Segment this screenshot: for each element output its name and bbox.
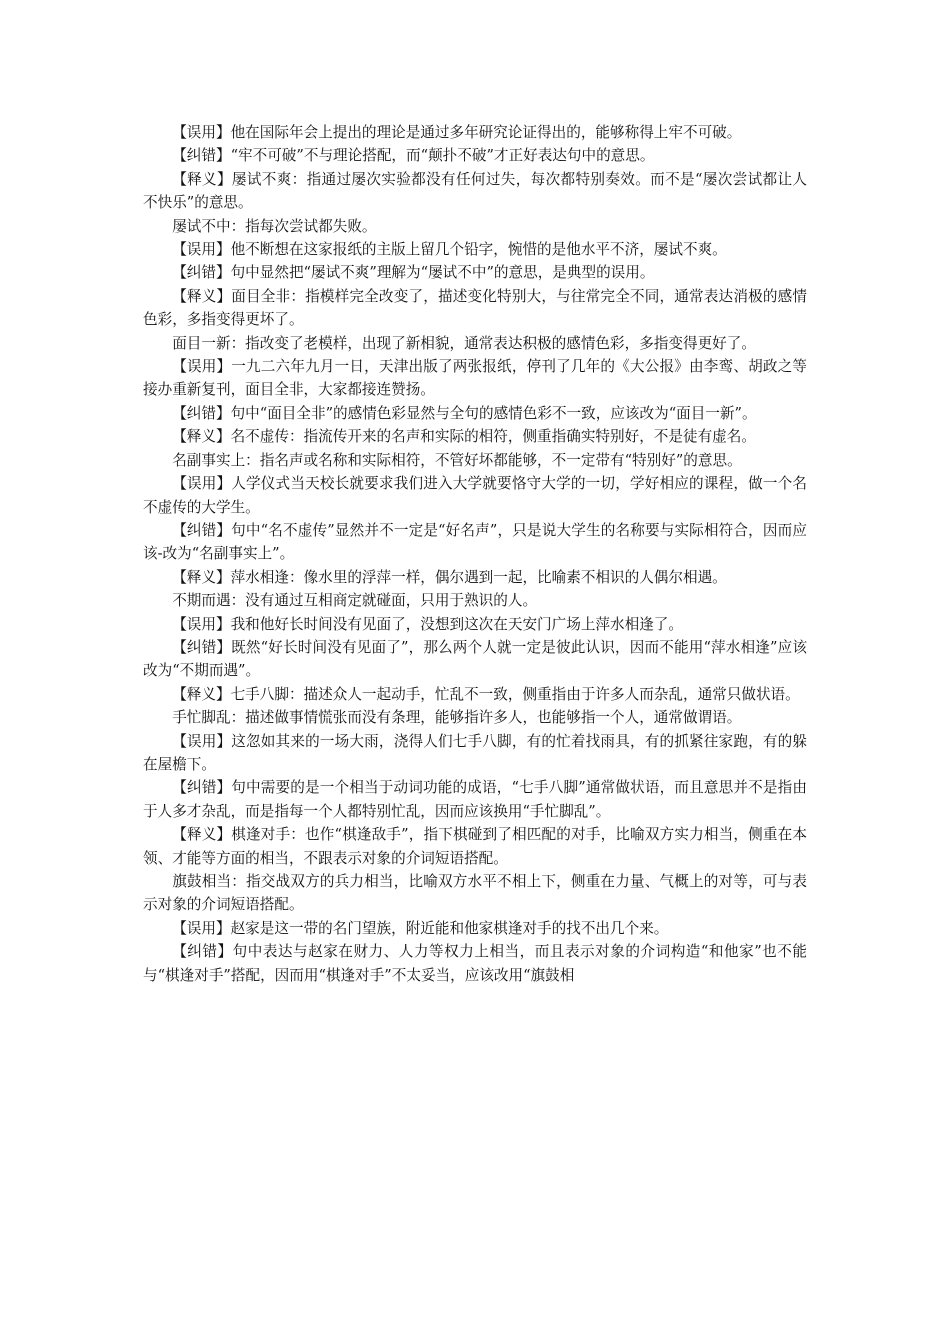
paragraph-correction: 【纠错】既然“好长时间没有见面了”，那么两个人就一定是彼此认识，因而不能用“萍水相逢”应该改为“不期而遇”。 (143, 638, 807, 680)
paragraph-correction: 【纠错】句中需要的是一个相当于动词功能的成语，“七手八脚”通常做状语，而且意思并不是指由于人多才杂乱，而是指每一个人都特别忙乱，因而应该换用“手忙脚乱”。 (143, 779, 807, 820)
paragraph-misuse: 【误用】赵家是这一带的名门望族，附近能和他家棋逢对手的找不出几个来。 (172, 919, 669, 937)
paragraph-definition-alt: 手忙脚乱：描述做事情慌张而没有条理，能够指许多人，也能够指一个人，通常做谓语。 (172, 709, 742, 727)
paragraph-correction: 【纠错】“牢不可破”不与理论搭配，而“颠扑不破”才正好表达句中的意思。 (172, 147, 655, 165)
paragraph-misuse: 【误用】他不断想在这家报纸的主版上留几个铅字，惋惜的是他水平不济，屡试不爽。 (172, 241, 727, 259)
paragraph-definition: 【释义】面目全非：指模样完全改变了，描述变化特别大，与往常完全不同，通常表达消极的感情色彩，多指变得更坏了。 (143, 287, 807, 329)
paragraph-misuse: 【误用】人学仪式当天校长就要求我们进入大学就要恪守大学的一切，学好相应的课程，做一个名不虚传的大学生。 (143, 475, 807, 516)
paragraph-correction: 【纠错】句中“名不虚传”显然并不一定是“好名声”，只是说大学生的名称要与实际相符合，因而应该-改为“名副事实上”。 (143, 521, 807, 563)
paragraph-definition: 【释义】萍水相逢：像水里的浮萍一样，偶尔遇到一起，比喻素不相识的人偶尔相遇。 (172, 568, 727, 586)
paragraph-correction: 【纠错】句中“面目全非”的感情色彩显然与全句的感情色彩不一致，应该改为“面目一新”。 (172, 404, 757, 422)
paragraph-definition-alt: 屡试不中：指每次尝试都失败。 (172, 217, 377, 235)
paragraph-definition-alt: 旗鼓相当：指交战双方的兵力相当，比喻双方水平不相上下，侧重在力量、气概上的对等，可与表示对象的介词短语搭配。 (143, 873, 807, 914)
paragraph-correction: 【纠错】句中表达与赵家在财力、人力等权力上相当，而且表示对象的介词构造“和他家”也不能与“棋逢对手”搭配，因而用“棋逢对手”不太妥当，应该改用“旗鼓相 (143, 943, 807, 984)
paragraph-definition: 【释义】屡试不爽：指通过屡次实验都没有任何过失，每次都特别奏效。而不是“屡次尝试都让人不快乐”的意思。 (143, 170, 807, 212)
paragraph-misuse: 【误用】我和他好长时间没有见面了，没想到这次在天安门广场上萍水相逢了。 (172, 615, 683, 633)
paragraph-correction: 【纠错】句中显然把“屡试不爽”理解为“屡试不中”的意思，是典型的误用。 (172, 264, 655, 282)
paragraph-misuse: 【误用】这忽如其来的一场大雨，浇得人们七手八脚，有的忙着找雨具，有的抓紧往家跑，有的躲在屋檐下。 (143, 732, 807, 773)
paragraph-definition: 【释义】棋逢对手：也作“棋逢敌手”，指下棋碰到了相匹配的对手，比喻双方实力相当，侧重在本领、才能等方面的相当，不跟表示对象的介词短语搭配。 (143, 826, 807, 867)
paragraph-definition: 【释义】名不虚传：指流传开来的名声和实际的相符，侧重指确实特别好，不是徒有虚名。 (172, 428, 756, 446)
paragraph-definition-alt: 面目一新：指改变了老模样，出现了新相貌，通常表达积极的感情色彩，多指变得更好了。 (172, 334, 756, 352)
paragraph-definition-alt: 名副事实上：指名声或名称和实际相符，不管好坏都能够，不一定带有“特别好”的意思。 (172, 451, 742, 469)
document-page (143, 121, 807, 987)
paragraph-definition: 【释义】七手八脚：描述众人一起动手，忙乱不一致，侧重指由于许多人而杂乱，通常只做状语。 (172, 685, 800, 703)
paragraph-misuse: 【误用】一九二六年九月一日，天津出版了两张报纸，停刊了几年的《大公报》由李鸾、胡政之等接办重新复刊，面目全非，大家都接连赞扬。 (143, 358, 807, 399)
paragraph-definition-alt: 不期而遇：没有通过互相商定就碰面，只用于熟识的人。 (172, 592, 538, 610)
paragraph-misuse: 【误用】他在国际年会上提出的理论是通过多年研究论证得出的，能够称得上牢不可破。 (172, 124, 742, 141)
